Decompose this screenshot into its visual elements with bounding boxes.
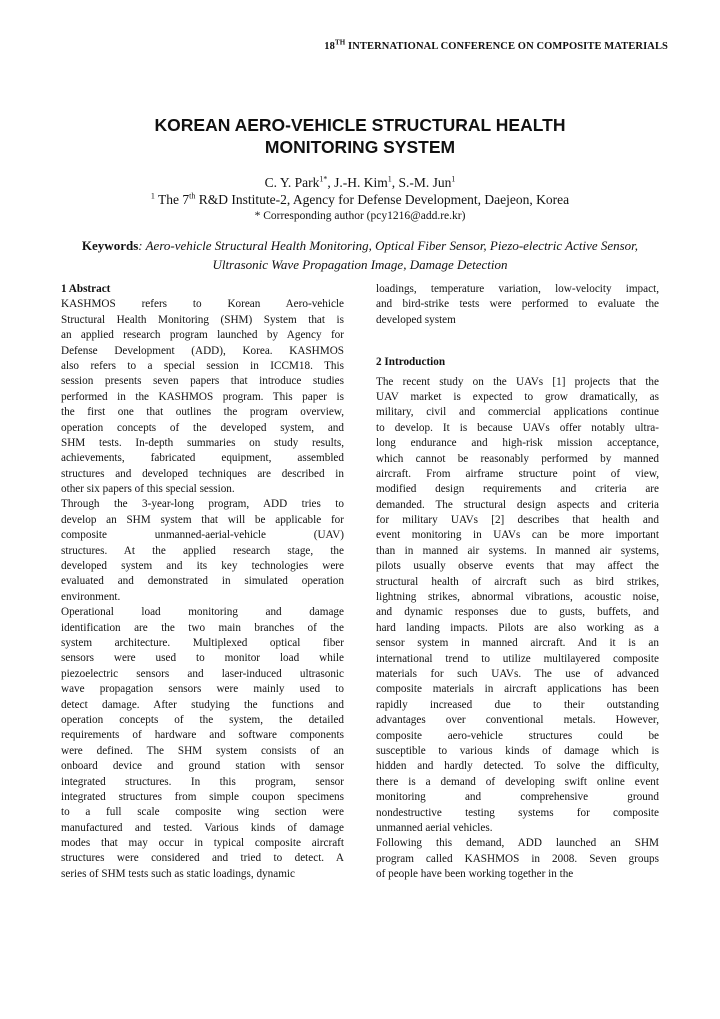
- author-1: C. Y. Park: [264, 175, 320, 190]
- introduction-line: long endurance and high-risk mission acceptance,: [376, 437, 659, 450]
- introduction-line: rapidly increased due to their outstanding: [376, 698, 659, 711]
- corresponding-author: * Corresponding author (pcy1216@add.re.kr): [254, 210, 466, 222]
- introduction-line: composite aero-vehicle structures could be: [376, 729, 659, 742]
- header-number: 18: [324, 41, 335, 52]
- affiliation-pre: The 7: [154, 192, 190, 207]
- paper-title: [0, 114, 720, 158]
- abstract-line: were defined. The SHM system consists of an: [61, 744, 344, 757]
- abstract-line: developed system and its key technologies were: [61, 560, 344, 573]
- author-list: [0, 174, 720, 191]
- introduction-line: lightning strikes, abnormal vibrations, acoustic noise,: [376, 591, 659, 604]
- abstract-line: series of SHM tests such as static loadings, dynamic: [61, 867, 295, 880]
- abstract-line: develop an SHM system that will be applicable for: [61, 513, 344, 526]
- abstract-line: structures were considered and tried to detect. A: [61, 852, 344, 865]
- author-1-sup: 1*: [319, 174, 328, 184]
- abstract-line: sensors were used to monitor load while: [61, 652, 344, 665]
- abstract-line: loadings, temperature variation, low-velocity impact,: [376, 283, 659, 295]
- introduction-line: than in manned air systems. In manned air systems,: [376, 544, 659, 557]
- affiliation-th: th: [189, 191, 196, 201]
- abstract-line: session presents seven papers that introduce studies: [61, 375, 344, 388]
- abstract-line: SHM tests. In-depth summaries on study results,: [61, 436, 344, 449]
- author-2-sup: 1: [387, 174, 392, 184]
- abstract-line: onboard device and ground station with sensor: [61, 760, 344, 773]
- introduction-line: The recent study on the UAVs [1] projects that the: [376, 375, 659, 388]
- header-superscript: TH: [335, 38, 346, 47]
- introduction-line: nondestructive testing systems for composite: [376, 806, 659, 819]
- title-line-1: KOREAN AERO-VEHICLE STRUCTURAL HEALTH: [154, 115, 566, 135]
- introduction-line: monitoring and comprehensive ground: [376, 791, 659, 804]
- abstract-heading: 1 Abstract: [61, 283, 111, 295]
- introduction-line: modified design requirements and criteria are: [376, 483, 659, 496]
- introduction-heading: 2 Introduction: [376, 356, 446, 369]
- title-line-2: MONITORING SYSTEM: [264, 137, 456, 157]
- abstract-line: identification are the two main branches of the: [61, 621, 344, 634]
- abstract-line: Defense Development (ADD), Korea. KASHMOS: [61, 344, 344, 357]
- introduction-line: for military UAVs [2] describes that health and: [376, 514, 659, 527]
- abstract-line: system architecture. Multiplexed optical fiber: [61, 636, 344, 649]
- left-column: [61, 282, 344, 882]
- abstract-line: piezoelectric sensors and laser-induced ultrasonic: [61, 667, 344, 680]
- introduction-line: military, civil and commercial applications continue: [376, 406, 659, 419]
- author-2: , J.-H. Kim: [327, 175, 388, 190]
- keywords: [60, 236, 660, 274]
- introduction-line: UAV market is expected to grow dramatically, as: [376, 390, 659, 403]
- affiliation-post: R&D Institute-2, Agency for Defense Development, Daejeon, Korea: [195, 192, 570, 207]
- introduction-line: event monitoring in UAVs can be more important: [376, 529, 659, 542]
- introduction-line: demanded. The structural design aspects and criteria: [376, 498, 659, 511]
- introduction-line: susceptible to various kinds of damage which is: [376, 744, 659, 757]
- introduction-line: materials for such UAVs. The use of advanced: [376, 667, 659, 680]
- introduction-line: structural health of aircraft such as bird strikes,: [376, 575, 659, 588]
- abstract-line: Through the 3-year-long program, ADD tries to: [61, 498, 344, 511]
- introduction-body: [376, 375, 659, 883]
- abstract-line: evaluated and demonstrated in simulated operation: [61, 575, 344, 588]
- introduction-line: composite materials in aircraft applications has been: [376, 683, 659, 696]
- abstract-line: integrated structures. In this program, sensor: [61, 775, 344, 788]
- abstract-line: manufactured and tested. Various kinds of damage: [61, 821, 344, 834]
- abstract-body: [61, 297, 344, 882]
- abstract-line: performed in the KASHMOS program. This paper is: [61, 390, 344, 403]
- abstract-line: structures and developed techniques are described in: [61, 467, 344, 480]
- abstract-line: structures. At the applied research stage, the: [61, 544, 344, 557]
- introduction-line: aircraft. From airframe structure point of view,: [376, 467, 659, 480]
- abstract-line: detect damage. After studying the functions and: [61, 698, 344, 711]
- introduction-line: Following this demand, ADD launched an SHM: [376, 837, 659, 850]
- introduction-line: hidden and hardly detected. To solve the difficulty,: [376, 760, 659, 773]
- affiliation: [0, 191, 720, 208]
- abstract-line: operation concepts of the system, the detailed: [61, 713, 344, 726]
- abstract-line: integrated structures from simple coupon specimens: [61, 790, 344, 803]
- abstract-continuation: [376, 282, 659, 328]
- introduction-line: to develop. It is because UAVs offer notably ultra-: [376, 421, 659, 434]
- abstract-line: modes that may occur in typical composite aircraft: [61, 837, 344, 850]
- introduction-line: there is a demand of developing swift online event: [376, 775, 659, 788]
- introduction-line: and dynamic responses due to gusts, buffets, and: [376, 606, 659, 619]
- abstract-line: and bird-strike tests were performed to evaluate the: [376, 298, 659, 311]
- introduction-line: pilots usually observe events that may affect the: [376, 560, 659, 573]
- introduction-line: sensor system in manned aircraft. And it is an: [376, 637, 659, 650]
- abstract-line: to a full scale composite wing section were: [61, 806, 344, 819]
- introduction-line: advantages over conventional metals. However,: [376, 714, 659, 727]
- abstract-line: an applied research program launched by Agency for: [61, 329, 344, 342]
- keywords-label: Keywords: [81, 238, 139, 253]
- conference-header: [324, 38, 668, 52]
- introduction-line: hard landing impacts. Pilots are also working as a: [376, 621, 659, 634]
- abstract-line: achievements, fabricated equipment, assembled: [61, 452, 344, 465]
- abstract-line: operation concepts of the developed system, and: [61, 421, 344, 434]
- abstract-line: Structural Health Monitoring (SHM) System that is: [61, 313, 344, 326]
- affiliation-number: 1: [150, 191, 155, 201]
- introduction-line: program called KASHMOS in 2008. Seven groups: [376, 852, 659, 865]
- introduction-line: international trend to utilize multilayered composite: [376, 652, 659, 665]
- abstract-line: composite unmanned-aerial-vehicle (UAV): [61, 529, 344, 542]
- author-3: , S.-M. Jun: [391, 175, 452, 190]
- author-3-sup: 1: [451, 174, 456, 184]
- abstract-line: Operational load monitoring and damage: [61, 606, 344, 619]
- abstract-line: KASHMOS refers to Korean Aero-vehicle: [61, 298, 344, 311]
- abstract-line: also refers to a special session in ICCM18. This: [61, 359, 344, 372]
- abstract-line: developed system: [376, 313, 456, 326]
- keywords-text: : Aero-vehicle Structural Health Monitoring, Optical Fiber Sensor, Piezo-electric Active Sensor, Ultrasonic Wave Propagation Image, Damage Detection: [138, 238, 639, 272]
- abstract-line: the first one that outlines the program overview,: [61, 406, 344, 419]
- abstract-line: requirements of hardware and software components: [61, 729, 344, 742]
- introduction-line: unmanned aerial vehicles.: [376, 821, 493, 834]
- right-column: [376, 282, 659, 882]
- abstract-line: environment.: [61, 590, 121, 603]
- abstract-line: other six papers of this special session.: [61, 483, 235, 496]
- header-text: INTERNATIONAL CONFERENCE ON COMPOSITE MATERIALS: [345, 41, 668, 52]
- introduction-line: which cannot be reasonably performed by manned: [376, 452, 659, 465]
- abstract-line: wave propagation sensors were mainly used to: [61, 683, 344, 696]
- introduction-line: of people have been working together in the: [376, 868, 574, 881]
